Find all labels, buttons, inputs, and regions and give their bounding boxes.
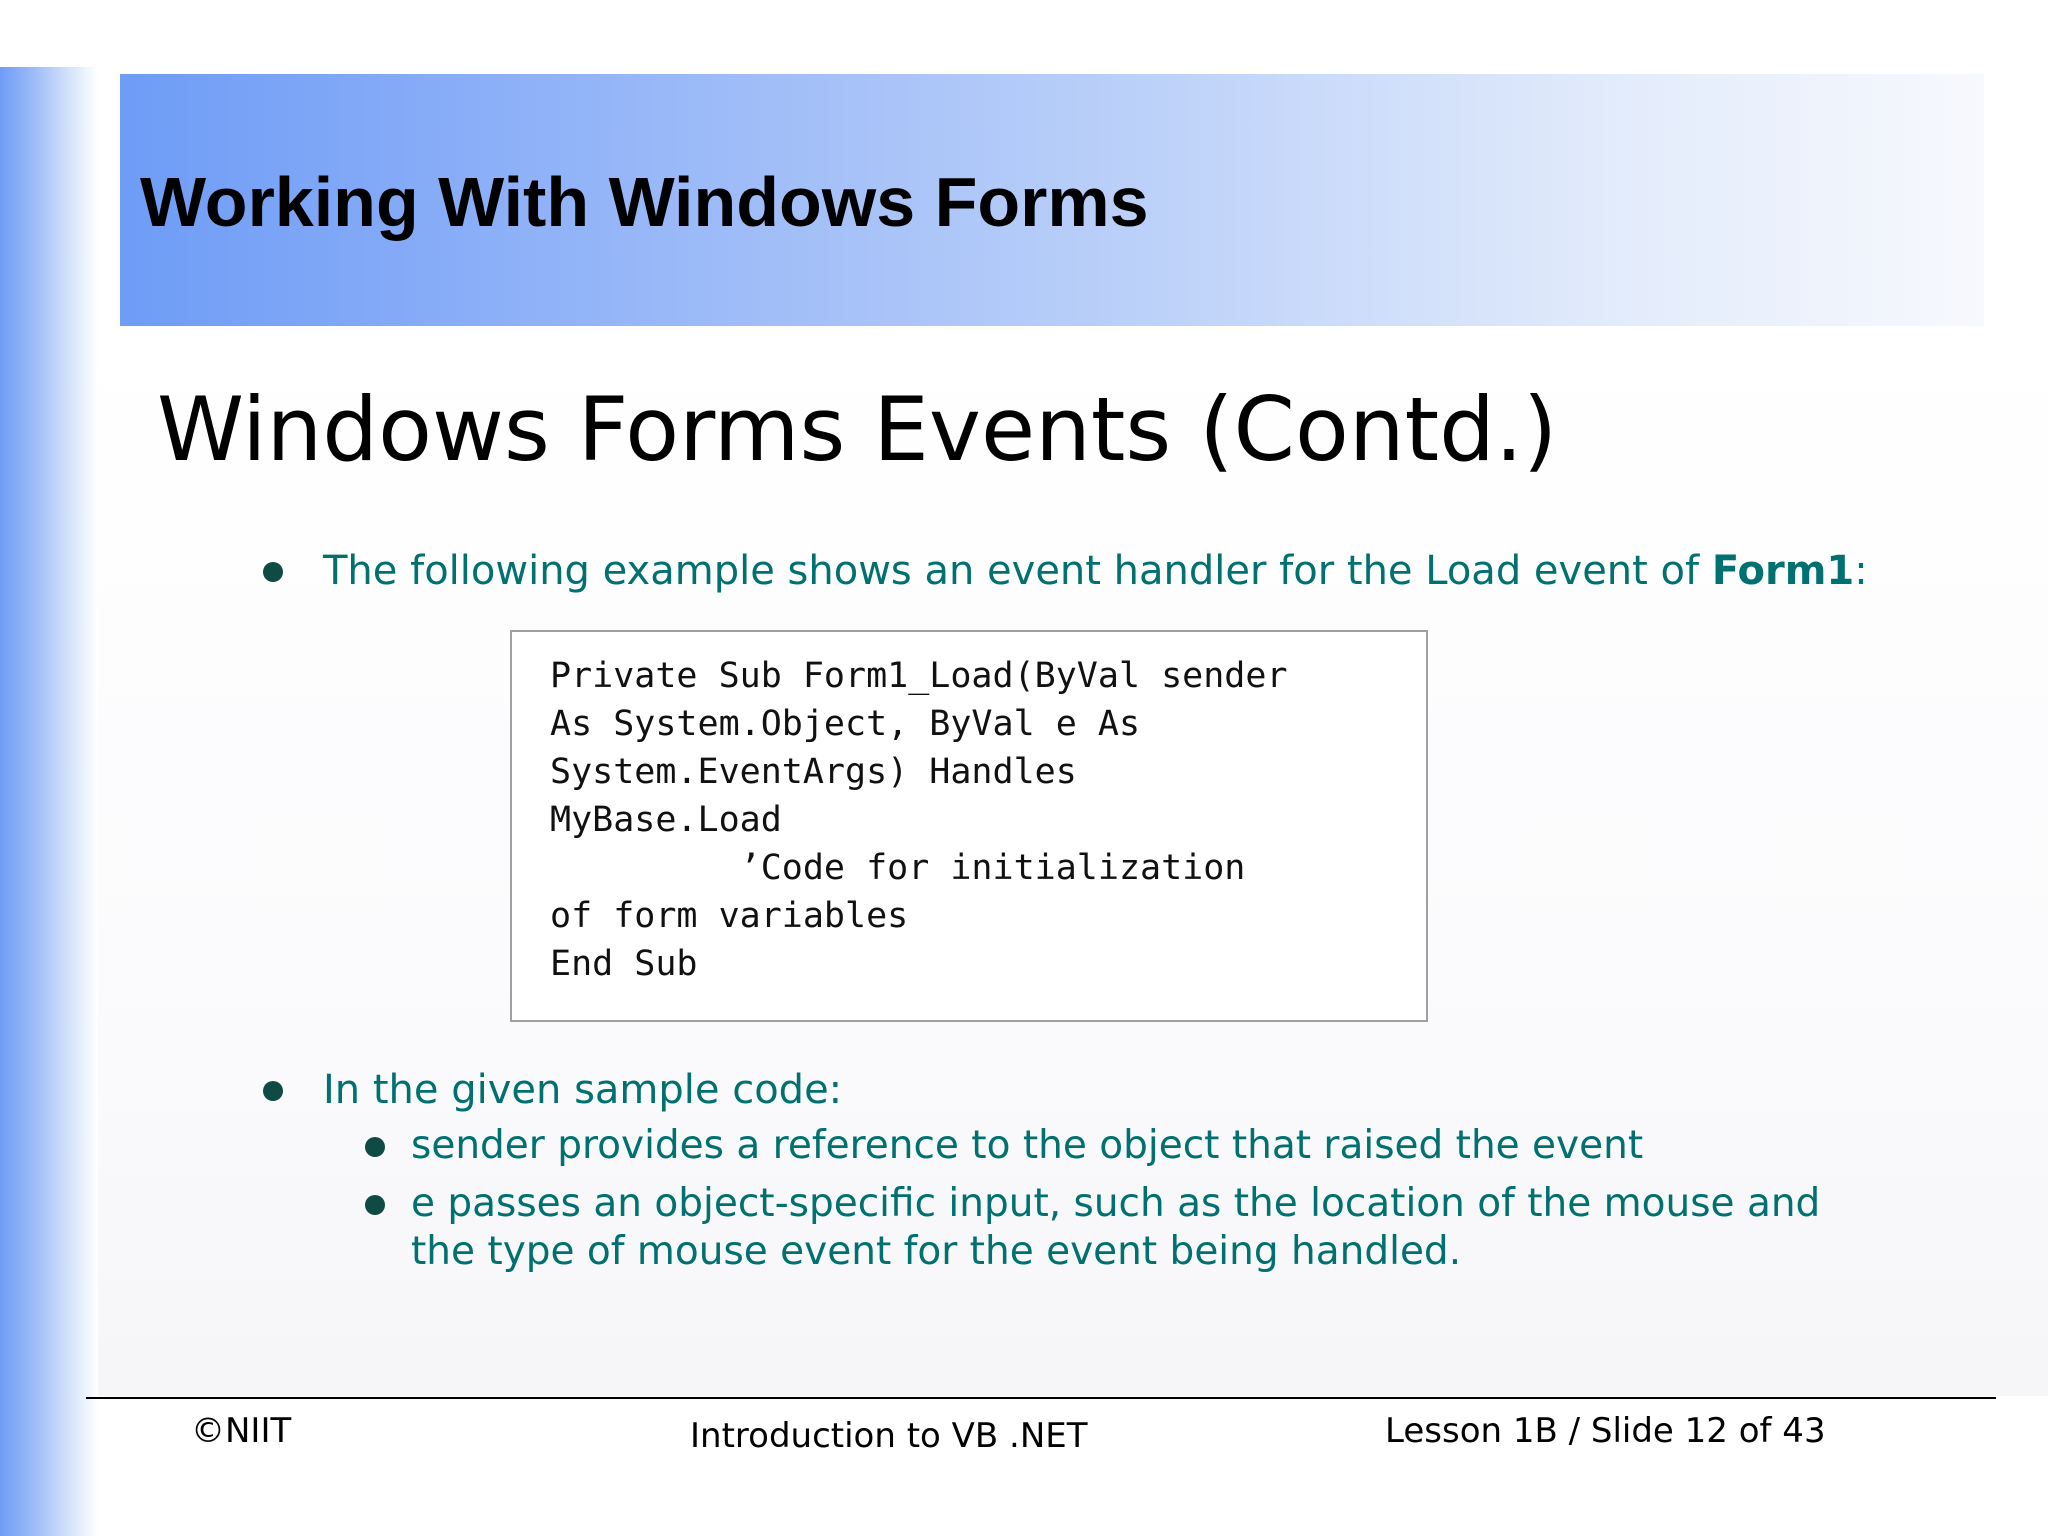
bullet-dot-icon bbox=[365, 1137, 385, 1157]
footer-course-title: Introduction to VB .NET bbox=[690, 1416, 1088, 1456]
code-sample-box bbox=[510, 630, 1428, 1022]
bullet-dot-icon bbox=[365, 1195, 385, 1215]
bullet-text-suffix: : bbox=[1854, 548, 1868, 594]
slide-title: Windows Forms Events (Contd.) bbox=[157, 378, 1558, 481]
header-title: Working With Windows Forms bbox=[140, 163, 1149, 241]
sub-bullet-text-continued: the type of mouse event for the event being handled. bbox=[411, 1229, 1462, 1274]
sub-bullet-text: e passes an object-specific input, such as the location of the mouse and bbox=[411, 1181, 1821, 1226]
code-line: End Sub bbox=[550, 944, 698, 984]
sub-bullet-text: sender provides a reference to the object that raised the event bbox=[411, 1123, 1644, 1168]
bullet-text-main: The following example shows an event handler for the Load event of bbox=[323, 548, 1712, 594]
code-line: MyBase.Load bbox=[550, 800, 782, 840]
code-line: ’Code for initialization bbox=[550, 848, 1246, 888]
code-line: System.EventArgs) Handles bbox=[550, 752, 1077, 792]
left-decorative-strip bbox=[0, 67, 98, 1536]
footer-slide-number: Lesson 1B / Slide 12 of 43 bbox=[1385, 1411, 1826, 1451]
code-line: of form variables bbox=[550, 896, 909, 936]
footer-divider bbox=[86, 1397, 1996, 1399]
bullet-text bbox=[323, 545, 1868, 597]
bullet-dot-icon bbox=[263, 562, 283, 582]
code-line: As System.Object, ByVal e As bbox=[550, 704, 1141, 744]
bullet-text: In the given sample code: bbox=[323, 1067, 843, 1113]
form1-term: Form1 bbox=[1711, 548, 1855, 594]
footer-copyright: ©NIIT bbox=[191, 1411, 292, 1451]
bullet-dot-icon bbox=[263, 1081, 283, 1101]
code-line: Private Sub Form1_Load(ByVal sender bbox=[550, 656, 1288, 696]
